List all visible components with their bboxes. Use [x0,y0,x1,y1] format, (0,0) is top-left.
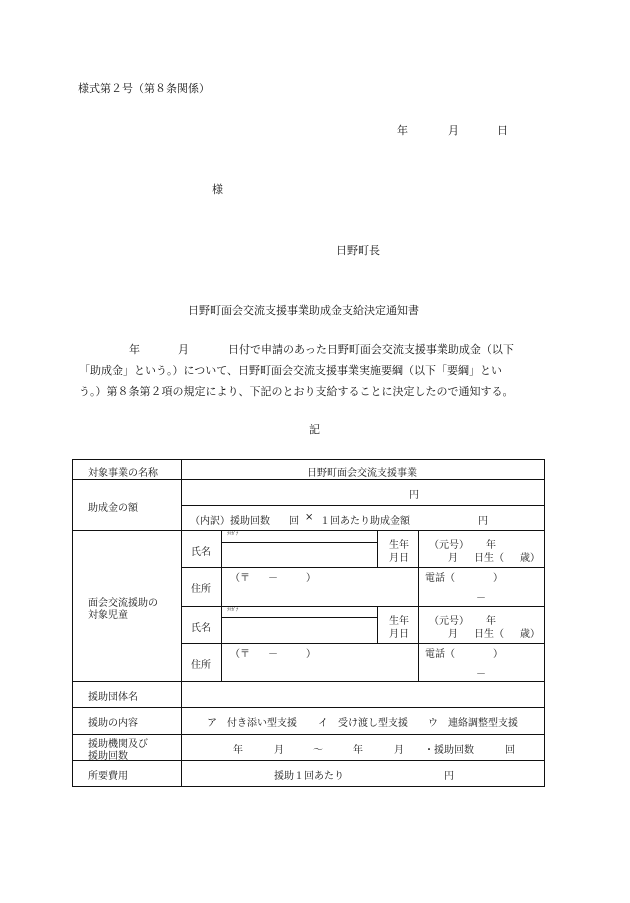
breakdown-kai: 回 [289,516,299,527]
child1-tel-close: ） [493,573,503,584]
sender: 日野町長 [336,244,380,257]
project-name-label: 対象事業の名称 [88,468,158,479]
period-label-1: 援助機関及び [88,739,148,750]
child1-b-year: 年 [486,540,496,551]
period-year1: 年 [233,745,243,756]
para-line2: 「助成金」という。）について、日野町面会交流支援事業実施要綱（以下「要綱」とい [79,364,503,377]
child2-postal-open: （〒 [230,649,250,660]
project-name-value: 日野町面会交流支援事業 [307,468,417,479]
date-year: 年 [397,124,408,137]
child2-furigana: ﾌﾘｶﾞﾅ [227,608,239,613]
child2-postal-close: ） [306,649,316,660]
amount-yen: 円 [409,490,419,501]
child2-tel-dash: － [476,669,486,680]
child2-era: （元号） [429,616,469,627]
cost-per: 援助１回あたり [274,771,344,782]
child1-b-month: 月 [448,553,458,564]
child2-b-month: 月 [448,629,458,640]
content-a: ア 付き添い型支援 [207,718,297,729]
amount-label: 助成金の額 [88,503,138,514]
document-title: 日野町面会交流支援事業助成金支給決定通知書 [188,304,419,317]
form-number: 様式第２号（第８条関係） [78,82,210,95]
child1-name-label: 氏名 [191,547,211,558]
child1-furigana: ﾌﾘｶﾞﾅ [227,532,239,537]
child1-birth-label-2: 月日 [389,553,409,564]
child1-address-label: 住所 [191,584,211,595]
breakdown-prefix: （内訳）援助回数 [190,516,270,527]
child2-birth-label-1: 生年 [389,616,409,627]
child1-tel-dash: － [476,593,486,604]
child1-b-age: 歳） [520,553,540,564]
child2-postal-dash: － [268,649,278,660]
period-kai: 回 [505,745,515,756]
breakdown-yen: 円 [478,516,488,527]
child1-postal-dash: － [268,573,278,584]
period-month1: 月 [274,745,284,756]
period-tilde: ～ [313,745,323,756]
child2-b-age: 歳） [520,629,540,640]
period-year2: 年 [353,745,363,756]
content-i: イ 受け渡し型支援 [318,718,408,729]
para-year: 年 [129,343,140,356]
child2-name-label: 氏名 [191,623,211,634]
child2-birth-label-2: 月日 [389,629,409,640]
child2-address-label: 住所 [191,660,211,671]
child2-b-day: 日生（ [474,629,504,640]
period-label-2: 援助回数 [88,751,128,762]
content-u: ウ 連絡調整型支援 [428,718,518,729]
cost-yen: 円 [444,771,454,782]
breakdown-times: × [305,512,314,523]
child2-tel-label: 電話（ [425,649,455,660]
child1-era: （元号） [429,540,469,551]
child2-b-year: 年 [486,616,496,627]
para-line1: 日付で申請のあった日野町面会交流支援事業助成金（以下 [228,343,514,356]
period-count-label: ・援助回数 [424,745,474,756]
child-label-1: 面会交流援助の [88,598,158,609]
child1-postal-open: （〒 [230,573,250,584]
period-month2: 月 [394,745,404,756]
ki-label: 記 [309,423,320,436]
addressee-suffix: 様 [212,183,223,196]
child2-tel-close: ） [493,649,503,660]
para-month: 月 [178,343,189,356]
child1-tel-label: 電話（ [425,573,455,584]
child-label-2: 対象児童 [88,610,128,621]
cost-label: 所要費用 [88,771,128,782]
child1-postal-close: ） [306,573,316,584]
content-label: 援助の内容 [88,718,138,729]
child1-birth-label-1: 生年 [389,540,409,551]
org-label: 援助団体名 [88,692,138,703]
breakdown-per: １回あたり助成金額 [320,516,410,527]
date-month: 月 [448,124,459,137]
date-day: 日 [497,124,508,137]
child1-b-day: 日生（ [474,553,504,564]
para-line3: う。）第８条第２項の規定により、下記のとおり支給することに決定したので通知する。 [79,385,514,398]
